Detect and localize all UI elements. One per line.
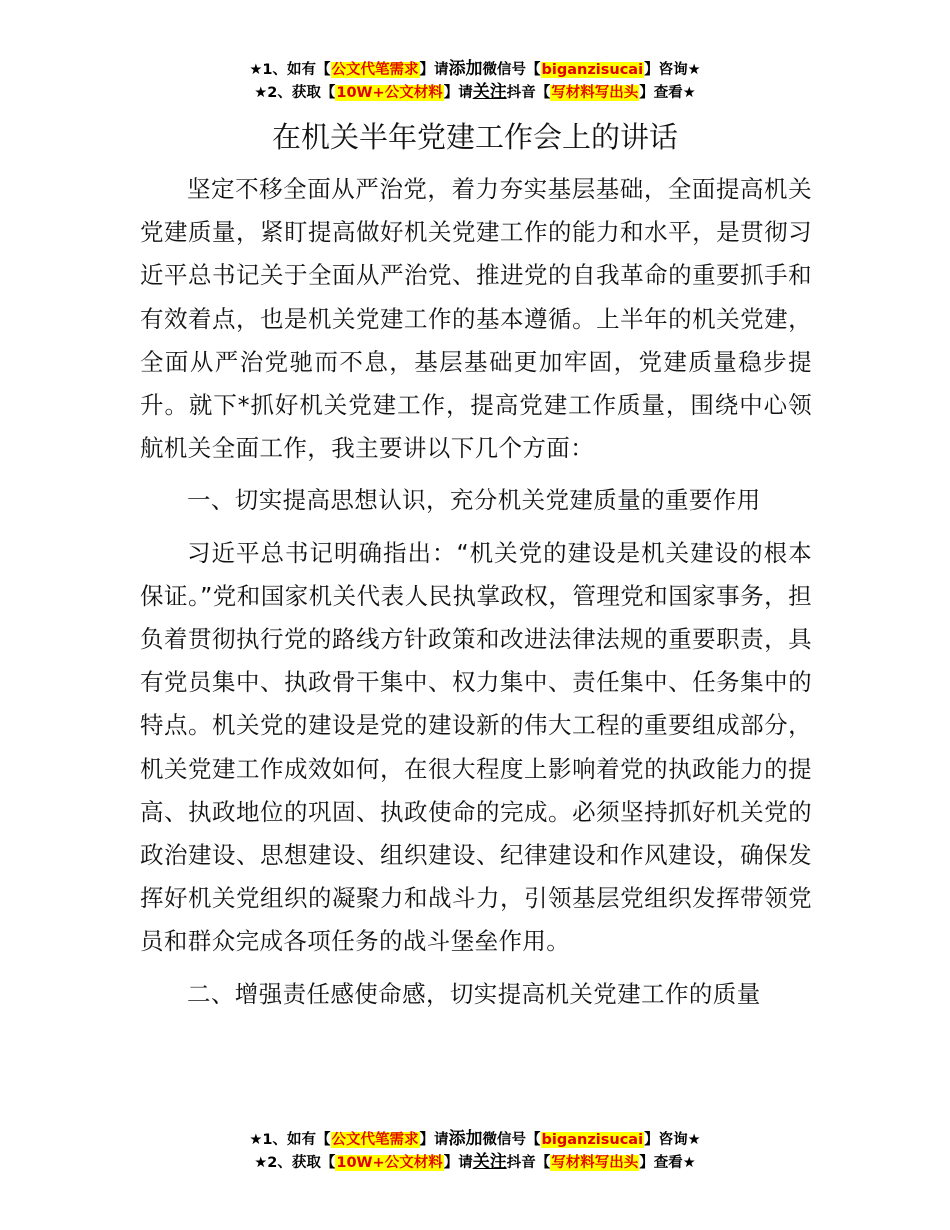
ad-highlight-service: 公文代笔需求 <box>331 1132 419 1148</box>
ad-line-2 <box>0 1151 950 1174</box>
ad-text-underlined: 关注 <box>472 1152 507 1172</box>
ad-highlight-douyin: 写材料写出头 <box>551 85 639 101</box>
section-heading: 一、切实提高思想认识，充分机关党建质量的重要作用 <box>187 486 761 515</box>
ad-text-emphasis: 添加 <box>448 1129 483 1149</box>
ad-text: 】咨询★ <box>644 1132 701 1148</box>
ad-line-1 <box>0 58 950 81</box>
section-heading: 二、增强责任感使命感，切实提高机关党建工作的质量 <box>187 979 761 1008</box>
ad-line-1 <box>0 1128 950 1151</box>
ad-text-underlined: 关注 <box>472 82 507 102</box>
ad-highlight-wechat-id: biganzisucai <box>541 1132 644 1148</box>
ad-highlight-douyin: 写材料写出头 <box>551 1155 639 1171</box>
body-paragraph: 坚定不移全面从严治党，着力夯实基层基础，全面提高机关党建质量，紧盯提高做好机关党建工作的能力和水平，是贯彻习近平总书记关于全面从严治党、推进党的自我革命的重要抓手和有效着点，也是机关党建工作的基本遵循。上半年的机关党建，全面从严治党驰而不息，基层基础更加牢固，党建质量稳步提升。就下*抓好机关党建工作，提高党建工作质量，围绕中心领航机关全面工作，我主要讲以下几个方面： <box>140 175 812 463</box>
header-ad-banner <box>0 58 950 104</box>
document-body <box>140 168 812 1025</box>
ad-text: 】查看★ <box>639 1155 696 1171</box>
ad-text: 抖音【 <box>506 85 551 101</box>
ad-highlight-wechat-id: biganzisucai <box>541 62 644 78</box>
ad-text: 抖音【 <box>506 1155 551 1171</box>
ad-text: 】请 <box>419 62 449 78</box>
ad-text: ★1、如有【 <box>249 1132 331 1148</box>
ad-text: 微信号【 <box>482 62 541 78</box>
ad-text: ★2、获取【 <box>254 85 336 101</box>
ad-text-emphasis: 添加 <box>448 59 483 79</box>
ad-text: ★1、如有【 <box>249 62 331 78</box>
ad-text: 】请 <box>443 85 473 101</box>
document-title: 在机关半年党建工作会上的讲话 <box>271 120 678 154</box>
ad-text: 】请 <box>419 1132 449 1148</box>
ad-text: ★2、获取【 <box>254 1155 336 1171</box>
ad-highlight-materials: 10W+公文材料 <box>336 1155 443 1171</box>
ad-text: 】请 <box>443 1155 473 1171</box>
footer-ad-banner <box>0 1128 950 1174</box>
ad-line-2 <box>0 81 950 104</box>
ad-text: 】咨询★ <box>644 62 701 78</box>
ad-highlight-materials: 10W+公文材料 <box>336 85 443 101</box>
ad-text: 微信号【 <box>482 1132 541 1148</box>
body-paragraph: 习近平总书记明确指出：“机关党的建设是机关建设的根本保证。”党和国家机关代表人民执掌政权，管理党和国家事务，担负着贯彻执行党的路线方针政策和改进法律法规的重要职责，具有党员集中、执政骨干集中、权力集中、责任集中、任务集中的特点。机关党的建设是党的建设新的伟大工程的重要组成部分，机关党建工作成效如何，在很大程度上影响着党的执政能力的提高、执政地位的巩固、执政使命的完成。必须坚持抓好机关党的政治建设、思想建设、组织建设、纪律建设和作风建设，确保发挥好机关党组织的凝聚力和战斗力，引领基层党组织发挥带领党员和群众完成各项任务的战斗堡垒作用。 <box>140 538 812 956</box>
ad-highlight-service: 公文代笔需求 <box>331 62 419 78</box>
ad-text: 】查看★ <box>639 85 696 101</box>
